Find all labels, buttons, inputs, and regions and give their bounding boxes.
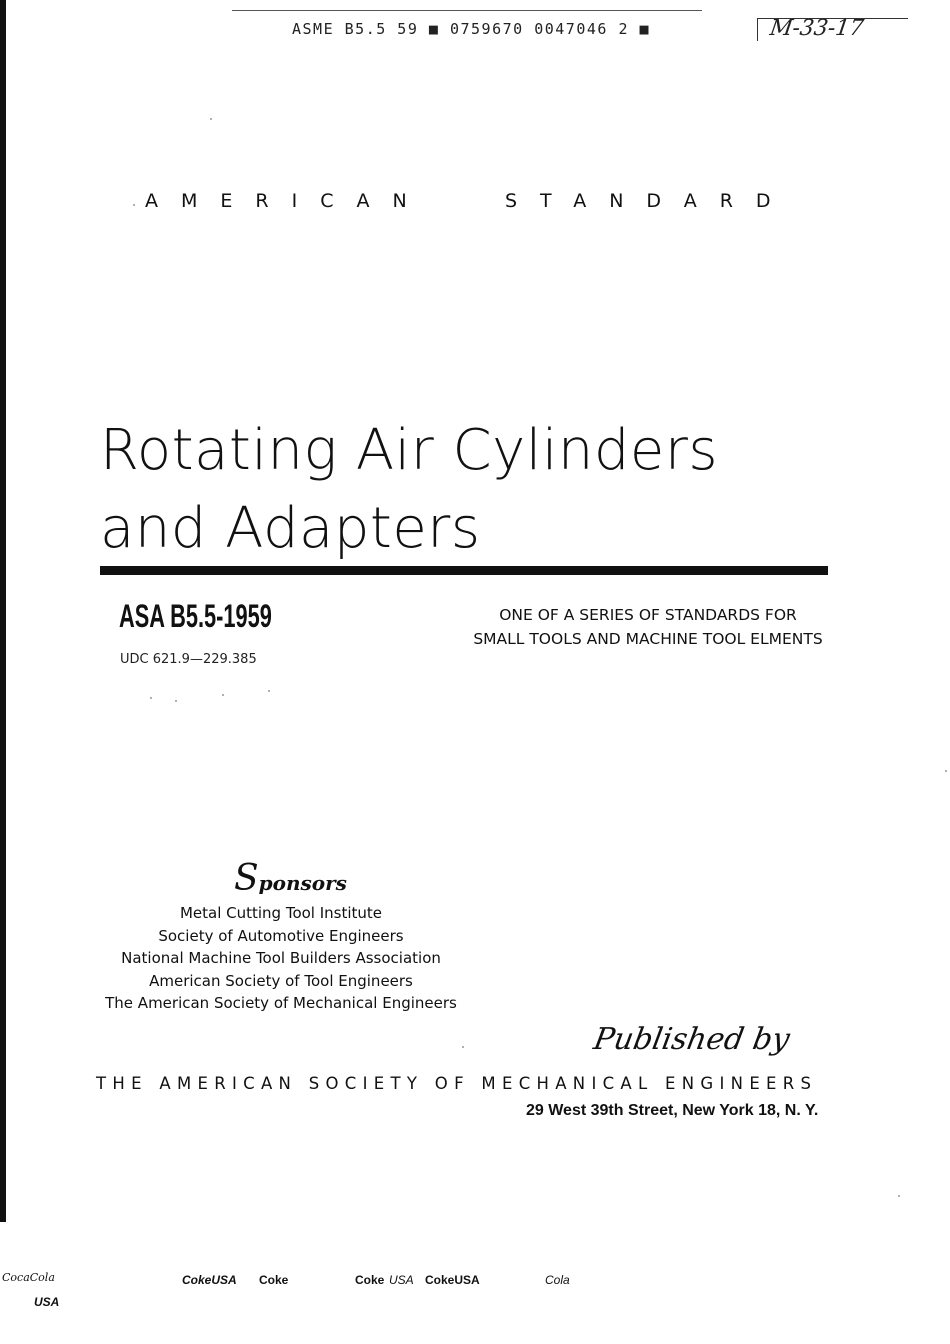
scan-speck: [898, 1195, 900, 1197]
footer-usa: USA: [34, 1295, 60, 1309]
scan-speck: [268, 690, 270, 692]
footer-item: USA: [389, 1273, 414, 1287]
sponsors-heading-rest: ponsors: [258, 871, 347, 895]
footer-item: Cola: [545, 1273, 570, 1287]
footer-item: Coke: [259, 1273, 289, 1287]
sponsors-heading-cap: S: [234, 858, 259, 899]
banner-american: AMERICAN: [145, 190, 430, 212]
sponsor-item: National Machine Tool Builders Association: [121, 949, 441, 967]
handwritten-stamp: M-33-17: [768, 16, 866, 41]
series-line-2: SMALL TOOLS AND MACHINE TOOL ELMENTS: [473, 630, 823, 648]
sponsor-item: Society of Automotive Engineers: [158, 926, 404, 945]
footer-logo: CocaCola: [2, 1271, 55, 1284]
footer-item: Coke: [355, 1273, 385, 1287]
scan-speck: [210, 118, 212, 120]
series-line-1: ONE OF A SERIES OF STANDARDS FOR: [499, 606, 797, 624]
publisher-address: 29 West 39th Street, New York 18, N. Y.: [526, 1102, 819, 1119]
sponsors-heading: [234, 858, 347, 899]
sponsor-item: Metal Cutting Tool Institute: [179, 904, 383, 922]
title-line-2: and Adapters: [100, 496, 481, 561]
published-by: Published by: [590, 1022, 793, 1057]
udc-number: UDC 621.9—229.385: [120, 652, 257, 667]
series-note: [465, 603, 831, 651]
footer-item: CokeUSA: [182, 1273, 237, 1287]
footer-item: CokeUSA: [425, 1273, 480, 1287]
scan-speck: [945, 770, 947, 772]
standard-code: ASA B5.5-1959: [119, 598, 272, 634]
sponsors-list: [100, 902, 462, 1015]
title-rule: [100, 566, 828, 575]
sponsor-item: American Society of Tool Engineers: [149, 971, 413, 990]
scan-speck: [133, 204, 135, 206]
scan-speck: [222, 694, 224, 696]
sponsor-item: The American Society of Mechanical Engineers: [105, 994, 457, 1012]
scan-speck: [462, 1046, 464, 1048]
scan-speck: [175, 700, 177, 702]
document-header-code: ASME B5.5 59 ■ 0759670 0047046 2 ■: [292, 20, 651, 38]
document-title: [100, 412, 718, 568]
publisher-name: THE AMERICAN SOCIETY OF MECHANICAL ENGINEERS: [96, 1074, 818, 1093]
page-edge-bar: [0, 0, 6, 1222]
title-line-1: Rotating Air Cylinders: [100, 418, 719, 483]
header-rule: [232, 10, 702, 11]
banner-standard: STANDARD: [505, 190, 794, 212]
scan-speck: [150, 697, 152, 699]
